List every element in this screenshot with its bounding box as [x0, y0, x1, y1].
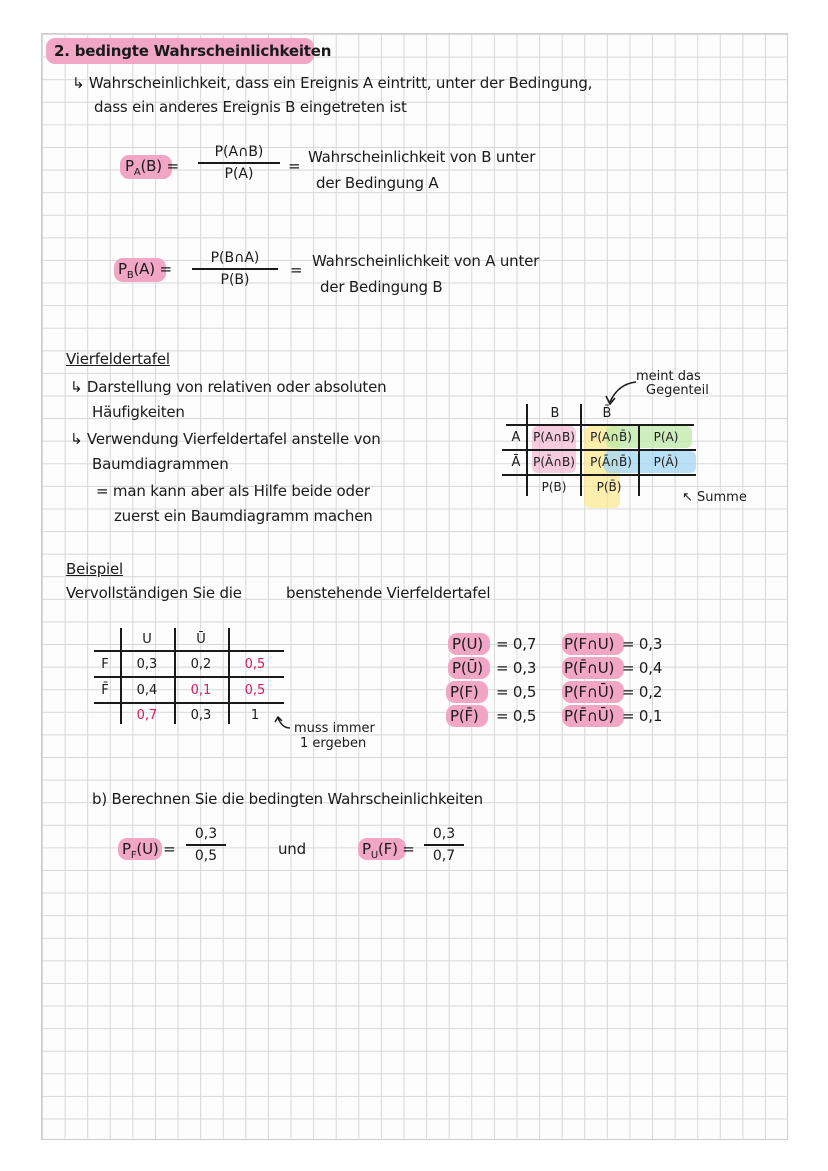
ex-hline-3 — [94, 702, 284, 704]
prob-1-left: P(Ū) — [452, 659, 483, 677]
prob-2-right: P(F∩Ū) — [564, 683, 615, 701]
vf-abar-total: P(Ā) — [653, 455, 679, 469]
ex-fbar-ubar: 0,1 — [190, 683, 212, 698]
beispiel-heading: Beispiel — [66, 560, 123, 578]
vf-abar-b: P(Ā∩B) — [533, 455, 575, 469]
prob-1-right: P(F̄∩U) — [564, 659, 615, 677]
formula1-fraction — [198, 144, 280, 182]
formula2-fraction — [192, 250, 278, 288]
formula1-numerator: P(A∩B) — [214, 144, 264, 160]
vf-a-bbar: P(A∩B̄) — [590, 430, 632, 444]
ex-vline-2 — [174, 628, 176, 724]
formula1-desc-1: Wahrscheinlichkeit von B unter — [308, 148, 536, 166]
formula2-numerator: P(B∩A) — [210, 250, 260, 266]
calc1-lhs-sub: F — [130, 850, 137, 861]
calc1-bar — [186, 844, 226, 846]
vf-hline-2 — [502, 449, 696, 451]
formula2-equals: = — [290, 261, 303, 279]
calc2-lhs-sub: U — [370, 850, 378, 861]
sum-arrow-icon — [272, 714, 294, 734]
definition-line-2: dass ein anderes Ereignis B eingetreten ist — [94, 98, 407, 116]
ex-sum-u: 0,7 — [136, 708, 158, 723]
ex-fbar-total: 0,5 — [244, 683, 266, 698]
ex-fbar-u: 0,4 — [136, 683, 158, 698]
ex-col-ubar: Ū — [196, 632, 206, 647]
ex-hline-2 — [94, 676, 284, 678]
calc1-fraction — [186, 826, 226, 864]
vierfelder-bullet-1-line-2: Häufigkeiten — [92, 403, 185, 421]
ex-vline-1 — [120, 628, 122, 724]
section-title: 2. bedingte Wahrscheinlichkeiten — [54, 42, 332, 60]
prob-3-right: P(F̄∩Ū) — [564, 707, 615, 725]
formula2-desc-1: Wahrscheinlichkeit von A unter — [312, 252, 540, 270]
ex-sum-ubar: 0,3 — [190, 708, 212, 723]
calc2-lhs-p: P — [362, 840, 371, 858]
vf-a-total: P(A) — [653, 430, 679, 444]
beispiel-task-b: b) Berechnen Sie die bedingten Wahrscheinlichkeiten — [92, 790, 483, 808]
vierfelder-bullet-2-line-2: Baumdiagrammen — [92, 455, 229, 473]
vf-col-bbar: B̄ — [602, 406, 612, 421]
ex-col-u: U — [142, 632, 152, 647]
formula1-lhs-arg: (B) = — [140, 157, 179, 175]
formula1-equals: = — [288, 157, 301, 175]
prob-1-rval: = 0,4 — [622, 659, 663, 677]
und-text: und — [278, 840, 306, 858]
formula2-denominator: P(B) — [220, 272, 250, 288]
formula2-bar — [192, 268, 278, 270]
formula2-lhs-arg: (A) = — [133, 260, 172, 278]
formula1-bar — [198, 162, 280, 164]
formula2-desc-2: der Bedingung B — [320, 278, 443, 296]
vf-row-abar: Ā — [511, 455, 521, 470]
formula2-lhs-sub: B — [126, 270, 134, 281]
formula1-denominator: P(A) — [224, 166, 254, 182]
prob-1-lval: = 0,3 — [496, 659, 537, 677]
calc1-numerator: 0,3 — [194, 826, 218, 842]
prob-3-rval: = 0,1 — [622, 707, 663, 725]
ex-sum-total: 1 — [250, 708, 260, 723]
formula1-desc-2: der Bedingung A — [316, 174, 439, 192]
calc1-lhs-arg: (U) = — [136, 840, 176, 858]
calc1-lhs-p: P — [122, 840, 131, 858]
formula2-lhs-p: P — [118, 260, 127, 278]
vf-a-b: P(A∩B) — [533, 430, 575, 444]
prob-2-lval: = 0,5 — [496, 683, 537, 701]
ex-row-fbar: F̄ — [101, 683, 109, 698]
vf-hline-1 — [506, 424, 694, 426]
ex-f-u: 0,3 — [136, 657, 158, 672]
beispiel-task-a2: benstehende Vierfeldertafel — [286, 584, 491, 602]
vf-hline-3 — [502, 474, 696, 476]
ex-f-ubar: 0,2 — [190, 657, 212, 672]
calc2-fraction — [424, 826, 464, 864]
formula1-lhs-p: P — [125, 157, 134, 175]
beispiel-task-a: Vervollständigen Sie die — [66, 584, 242, 602]
prob-3-left: P(F̄) — [450, 707, 479, 725]
note-summe: ↖ Summe — [682, 490, 747, 505]
vierfelder-bullet-2-line-1: ↳ Verwendung Vierfeldertafel anstelle von — [70, 430, 381, 448]
prob-0-left: P(U) — [452, 635, 483, 653]
vf-row-a: A — [511, 430, 521, 445]
vf-col-b: B — [550, 406, 560, 421]
vierfelder-heading: Vierfeldertafel — [66, 350, 170, 368]
ex-vline-3 — [228, 628, 230, 724]
prob-0-rval: = 0,3 — [622, 635, 663, 653]
ex-f-total: 0,5 — [244, 657, 266, 672]
gegenteil-arrow-icon — [600, 378, 640, 408]
note-gegenteil-line-1: meint das — [636, 369, 701, 384]
formula1-lhs-sub: A — [133, 167, 141, 178]
prob-2-left: P(F) — [450, 683, 479, 701]
calc2-denominator: 0,7 — [432, 848, 456, 864]
prob-3-lval: = 0,5 — [496, 707, 537, 725]
calc2-lhs — [362, 840, 415, 861]
prob-2-rval: = 0,2 — [622, 683, 663, 701]
note-ergeben: 1 ergeben — [300, 736, 367, 751]
calc2-bar — [424, 844, 464, 846]
calc1-lhs — [122, 840, 175, 861]
vierfelder-bullet-3-line-2: zuerst ein Baumdiagramm machen — [114, 507, 373, 525]
vierfelder-bullet-1-line-1: ↳ Darstellung von relativen oder absoluten — [70, 378, 387, 396]
formula2-lhs — [118, 260, 172, 281]
ex-row-f: F — [101, 657, 109, 672]
calc2-numerator: 0,3 — [432, 826, 456, 842]
calc1-denominator: 0,5 — [194, 848, 218, 864]
vierfelder-bullet-3-line-1: = man kann aber als Hilfe beide oder — [96, 482, 370, 500]
note-muss-immer: muss immer — [294, 721, 375, 736]
vf-sum-b: P(B) — [541, 480, 567, 494]
calc2-lhs-arg: (F) = — [377, 840, 415, 858]
vf-abar-bbar: P(Ā∩B̄) — [590, 455, 632, 469]
ex-hline-1 — [94, 650, 284, 652]
formula1-lhs — [125, 157, 179, 178]
prob-0-right: P(F∩U) — [564, 635, 615, 653]
note-gegenteil-line-2: Gegenteil — [646, 383, 709, 398]
definition-line-1: ↳ Wahrscheinlichkeit, dass ein Ereignis A eintritt, unter der Bedingung, — [72, 74, 593, 92]
vf-sum-bbar: P(B̄) — [596, 480, 622, 494]
prob-0-lval: = 0,7 — [496, 635, 537, 653]
